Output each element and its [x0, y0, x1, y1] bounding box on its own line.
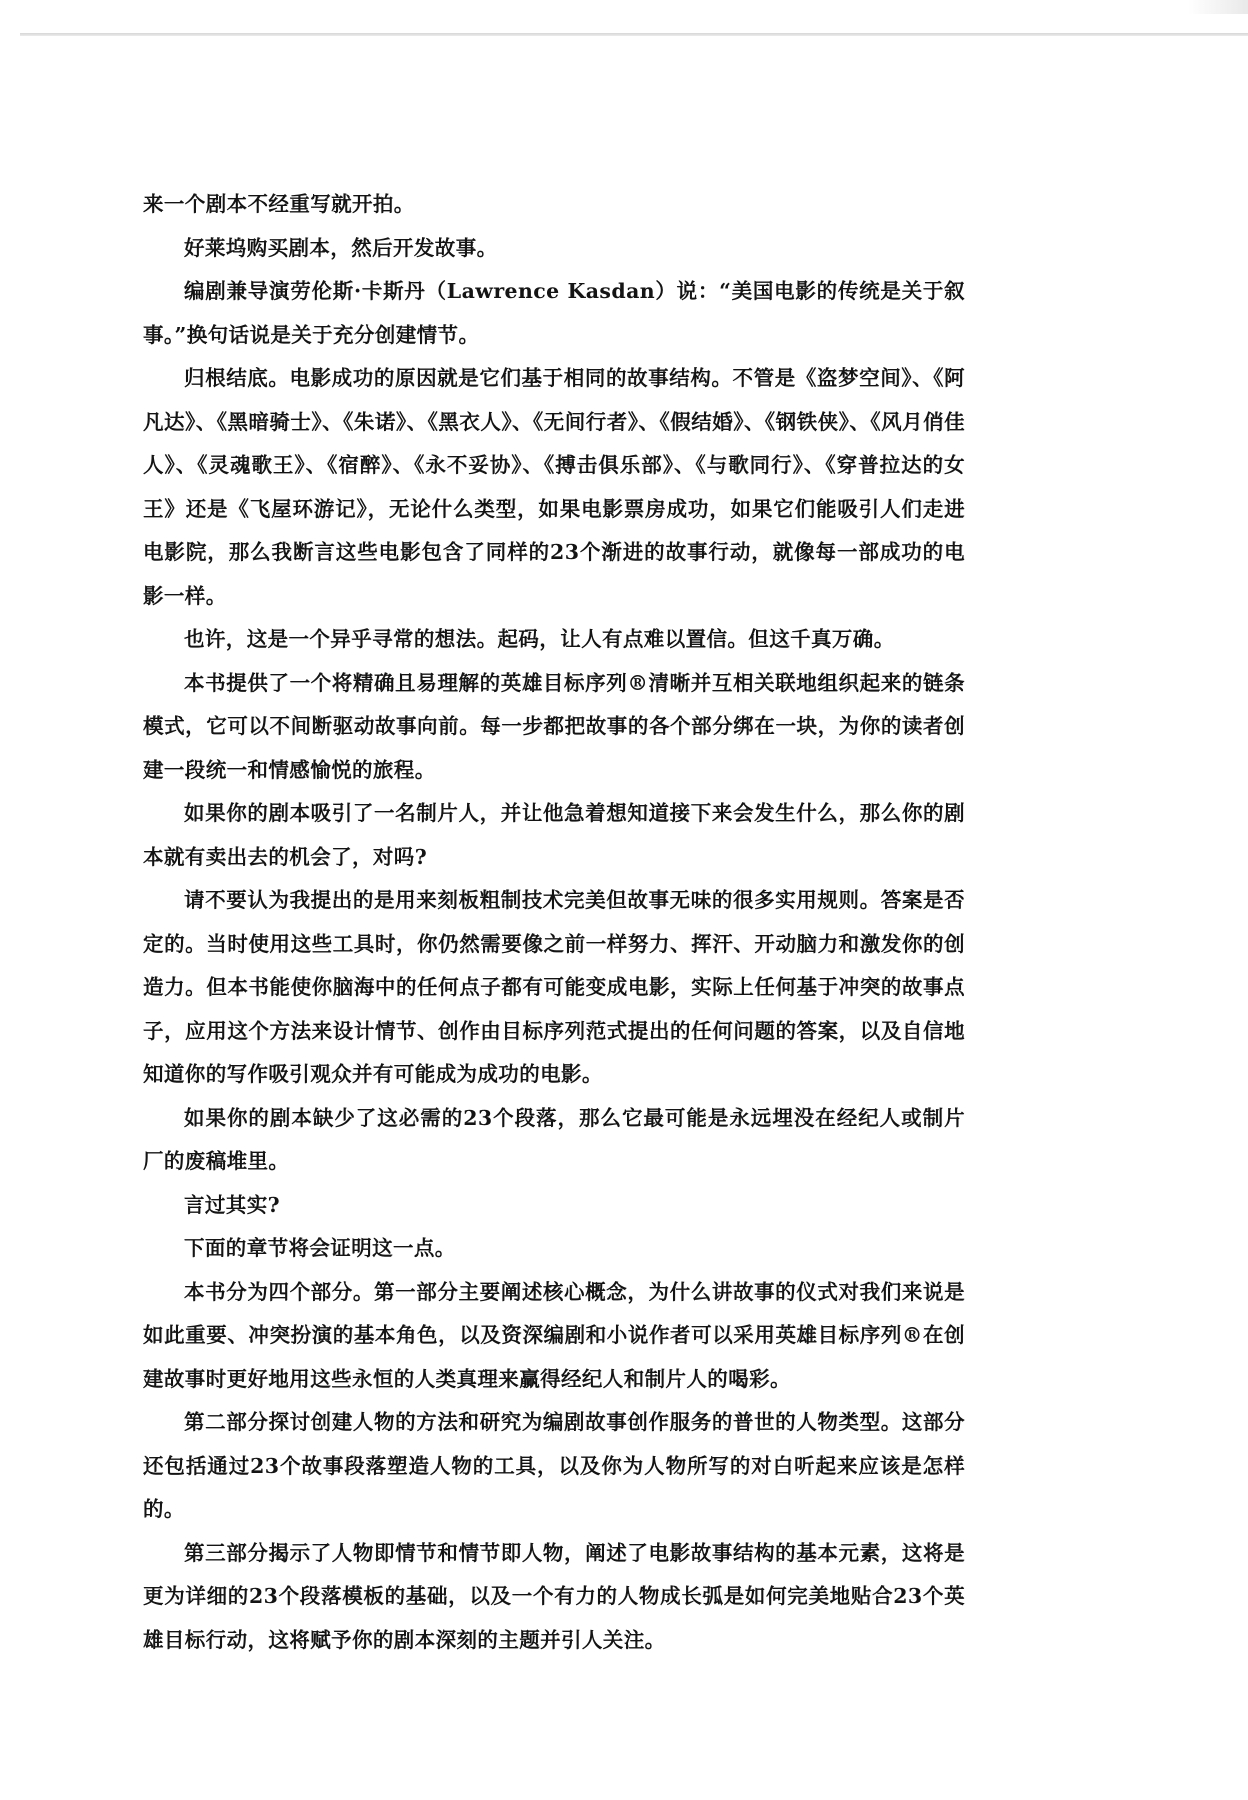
- paragraph: 言过其实?: [184, 1192, 281, 1217]
- paragraph: 如果你的剧本缺少了这必需的23个段落，那么它最可能是永远埋没在经纪人或制片厂的废稿堆里。: [143, 1105, 965, 1173]
- paragraph: 来一个剧本不经重写就开拍。: [143, 192, 415, 216]
- paragraph: 请不要认为我提出的是用来刻板粗制技术完美但故事无味的很多实用规则。答案是否定的。当时使用这些工具时，你仍然需要像之前一样努力、挥汗、开动脑力和激发你的创造力。但本书能使你脑海中的任何点子都有可能变成电影，实际上任何基于冲突的故事点子，应用这个方法来设计情节、创作由目标序列范式提出的任何问题的答案，以及自信地知道你的写作吸引观众并有可能成为成功的电影。: [143, 888, 965, 1086]
- paragraph: 下面的章节将会证明这一点。: [184, 1236, 456, 1260]
- paragraph: 如果你的剧本吸引了一名制片人，并让他急着想知道接下来会发生什么，那么你的剧本就有卖出去的机会了，对吗?: [143, 801, 965, 869]
- paragraph: 也许，这是一个异乎寻常的想法。起码，让人有点难以置信。但这千真万确。: [184, 627, 895, 651]
- page-body: [143, 183, 965, 1662]
- paragraph: 本书提供了一个将精确且易理解的英雄目标序列®清晰并互相关联地组织起来的链条模式，它可以不间断驱动故事向前。每一步都把故事的各个部分绑在一块，为你的读者创建一段统一和情感愉悦的旅程。: [143, 670, 965, 782]
- paragraph: 第二部分探讨创建人物的方法和研究为编剧故事创作服务的普世的人物类型。这部分还包括通过23个故事段落塑造人物的工具，以及你为人物所写的对白听起来应该是怎样的。: [143, 1410, 965, 1521]
- paragraph: 第三部分揭示了人物即情节和情节即人物，阐述了电影故事结构的基本元素，这将是更为详细的23个段落模板的基础，以及一个有力的人物成长弧是如何完美地贴合23个英雄目标行动，这将赋予你的剧本深刻的主题并引人关注。: [143, 1540, 965, 1652]
- paragraph: 归根结底。电影成功的原因就是它们基于相同的故事结构。不管是《盗梦空间》、《阿凡达》、《黑暗骑士》、《朱诺》、《黑衣人》、《无间行者》、《假结婚》、《钢铁侠》、《风月俏佳人》、《灵魂歌王》、《宿醉》、《永不妥协》、《搏击俱乐部》、《与歌同行》、《穿普拉达的女王》还是《飞屋环游记》，无论什么类型，如果电影票房成功，如果它们能吸引人们走进电影院，那么我断言这些电影包含了同样的23个渐进的故事行动，就像每一部成功的电影一样。: [143, 366, 965, 608]
- paragraph: 好莱坞购买剧本，然后开发故事。: [184, 235, 498, 260]
- paragraph: 本书分为四个部分。第一部分主要阐述核心概念，为什么讲故事的仪式对我们来说是如此重要、冲突扮演的基本角色，以及资深编剧和小说作者可以采用英雄目标序列®在创建故事时更好地用这些永恒的人类真理来赢得经纪人和制片人的喝彩。: [143, 1279, 965, 1391]
- paragraph: 编剧兼导演劳伦斯·卡斯丹（Lawrence Kasdan）说：“美国电影的传统是关于叙事。”换句话说是关于充分创建情节。: [143, 279, 965, 347]
- scan-top-edge: [20, 33, 1248, 36]
- scan-corner-shadow: [1188, 0, 1248, 14]
